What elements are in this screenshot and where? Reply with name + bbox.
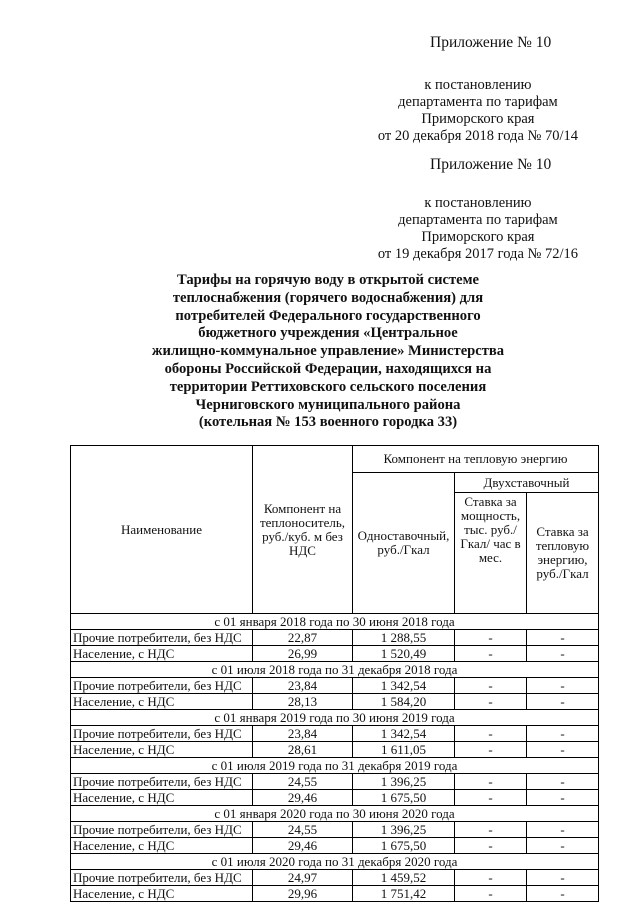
- title-line: Черниговского муниципального района: [195, 396, 461, 413]
- consumer-name-cell: Прочие потребители, без НДС: [71, 726, 253, 742]
- title-line: бюджетного учреждения «Центральное: [198, 325, 458, 342]
- table-row: [71, 694, 599, 710]
- period-label: с 01 июля 2019 года по 31 декабря 2019 года: [71, 758, 599, 774]
- title-line: Тарифы на горячую воду в открытой системе: [176, 272, 480, 288]
- power-rate-cell: -: [455, 886, 527, 902]
- consumer-name-cell: Население, с НДС: [71, 694, 253, 710]
- power-rate-cell: -: [455, 790, 527, 806]
- power-rate-cell: -: [455, 774, 527, 790]
- single-rate-cell: 1 342,54: [353, 678, 455, 694]
- component-value-cell: 29,46: [253, 790, 353, 806]
- table-row: [71, 742, 599, 758]
- period-label: с 01 января 2018 года по 30 июня 2018 года: [71, 614, 599, 630]
- power-rate-cell: -: [455, 870, 527, 886]
- single-rate-cell: 1 751,42: [353, 886, 455, 902]
- component-value-cell: 26,99: [253, 646, 353, 662]
- power-rate-cell: -: [455, 726, 527, 742]
- single-rate-cell: 1 675,50: [353, 790, 455, 806]
- tariff-table: [70, 445, 599, 902]
- reference-line: от 19 декабря 2017 года № 72/16: [377, 246, 578, 262]
- component-value-cell: 28,61: [253, 742, 353, 758]
- table-row: [71, 790, 599, 806]
- reference-line: Приморского края: [421, 111, 535, 127]
- energy-rate-cell: -: [527, 694, 599, 710]
- table-body: [71, 614, 599, 902]
- energy-rate-cell: -: [527, 790, 599, 806]
- appendix-label-2: Приложение № 10: [430, 156, 552, 173]
- single-rate-cell: 1 342,54: [353, 726, 455, 742]
- title-line: теплоснабжения (горячего водоснабжения) для: [172, 289, 484, 306]
- power-rate-cell: -: [455, 646, 527, 662]
- energy-rate-cell: -: [527, 726, 599, 742]
- appendix-label-1: Приложение № 10: [430, 34, 552, 51]
- component-value-cell: 29,96: [253, 886, 353, 902]
- reference-line: к постановлению: [424, 195, 532, 211]
- energy-rate-cell: -: [527, 630, 599, 646]
- component-value-cell: 23,84: [253, 678, 353, 694]
- consumer-name-cell: Прочие потребители, без НДС: [71, 870, 253, 886]
- single-rate-cell: 1 459,52: [353, 870, 455, 886]
- title-line: обороны Российской Федерации, находящихся на: [164, 360, 492, 377]
- period-label: с 01 января 2019 года по 30 июня 2019 года: [71, 710, 599, 726]
- energy-rate-cell: -: [527, 822, 599, 838]
- table-row: [71, 646, 599, 662]
- single-rate-cell: 1 288,55: [353, 630, 455, 646]
- resolution-reference-1: [378, 77, 578, 145]
- consumer-name-cell: Население, с НДС: [71, 790, 253, 806]
- consumer-name-cell: Население, с НДС: [71, 886, 253, 902]
- component-value-cell: 22,87: [253, 630, 353, 646]
- column-header-component: Компонент на теплоноситель, руб./куб. м без НДС: [253, 446, 353, 614]
- single-rate-cell: 1 396,25: [353, 774, 455, 790]
- energy-rate-cell: -: [527, 742, 599, 758]
- consumer-name-cell: Население, с НДС: [71, 646, 253, 662]
- period-row: [71, 758, 599, 774]
- reference-line: департамента по тарифам: [398, 94, 558, 110]
- power-rate-cell: -: [455, 742, 527, 758]
- consumer-name-cell: Прочие потребители, без НДС: [71, 774, 253, 790]
- period-label: с 01 июля 2018 года по 31 декабря 2018 года: [71, 662, 599, 678]
- consumer-name-cell: Население, с НДС: [71, 742, 253, 758]
- column-header-name: Наименование: [71, 446, 253, 614]
- single-rate-cell: 1 584,20: [353, 694, 455, 710]
- power-rate-cell: -: [455, 822, 527, 838]
- energy-rate-cell: -: [527, 870, 599, 886]
- period-label: с 01 января 2020 года по 30 июня 2020 года: [71, 806, 599, 822]
- title-line: (котельная № 153 военного городка 33): [198, 414, 458, 431]
- single-rate-cell: 1 396,25: [353, 822, 455, 838]
- document-title: [88, 272, 568, 432]
- component-value-cell: 24,55: [253, 774, 353, 790]
- power-rate-cell: -: [455, 838, 527, 854]
- energy-rate-cell: -: [527, 774, 599, 790]
- title-line: территории Реттиховского сельского поселения: [169, 378, 487, 395]
- column-header-power-rate: Ставка за мощность, тыс. руб./Гкал/ час в мес.: [455, 493, 527, 614]
- component-value-cell: 24,97: [253, 870, 353, 886]
- period-label: с 01 июля 2020 года по 31 декабря 2020 года: [71, 854, 599, 870]
- consumer-name-cell: Прочие потребители, без НДС: [71, 822, 253, 838]
- reference-line: Приморского края: [421, 229, 535, 245]
- title-line: потребителей Федерального государственного: [175, 307, 481, 324]
- period-row: [71, 854, 599, 870]
- component-value-cell: 29,46: [253, 838, 353, 854]
- single-rate-cell: 1 611,05: [353, 742, 455, 758]
- component-value-cell: 23,84: [253, 726, 353, 742]
- power-rate-cell: -: [455, 678, 527, 694]
- energy-rate-cell: -: [527, 646, 599, 662]
- column-header-two-rate-group: Двухставочный: [455, 473, 599, 493]
- reference-line: к постановлению: [424, 77, 532, 93]
- energy-rate-cell: -: [527, 838, 599, 854]
- consumer-name-cell: Прочие потребители, без НДС: [71, 678, 253, 694]
- table-row: [71, 774, 599, 790]
- table-row: [71, 838, 599, 854]
- power-rate-cell: -: [455, 694, 527, 710]
- table-row: [71, 822, 599, 838]
- table-row: [71, 678, 599, 694]
- reference-line: от 20 декабря 2018 года № 70/14: [377, 128, 578, 144]
- column-header-single-rate: Одноставочный, руб./Гкал: [353, 473, 455, 614]
- table-row: [71, 870, 599, 886]
- period-row: [71, 614, 599, 630]
- column-header-energy-rate: Ставка за тепловую энергию, руб./Гкал: [527, 493, 599, 614]
- title-line: жилищно-коммунальное управление» Министерства: [151, 343, 505, 360]
- single-rate-cell: 1 520,49: [353, 646, 455, 662]
- table-row: [71, 726, 599, 742]
- consumer-name-cell: Население, с НДС: [71, 838, 253, 854]
- single-rate-cell: 1 675,50: [353, 838, 455, 854]
- table-row: [71, 886, 599, 902]
- consumer-name-cell: Прочие потребители, без НДС: [71, 630, 253, 646]
- reference-line: департамента по тарифам: [398, 212, 558, 228]
- period-row: [71, 710, 599, 726]
- component-value-cell: 24,55: [253, 822, 353, 838]
- period-row: [71, 662, 599, 678]
- component-value-cell: 28,13: [253, 694, 353, 710]
- table-row: [71, 630, 599, 646]
- column-header-energy-group: Компонент на тепловую энергию: [353, 446, 599, 473]
- power-rate-cell: -: [455, 630, 527, 646]
- energy-rate-cell: -: [527, 678, 599, 694]
- resolution-reference-2: [378, 195, 578, 263]
- energy-rate-cell: -: [527, 886, 599, 902]
- period-row: [71, 806, 599, 822]
